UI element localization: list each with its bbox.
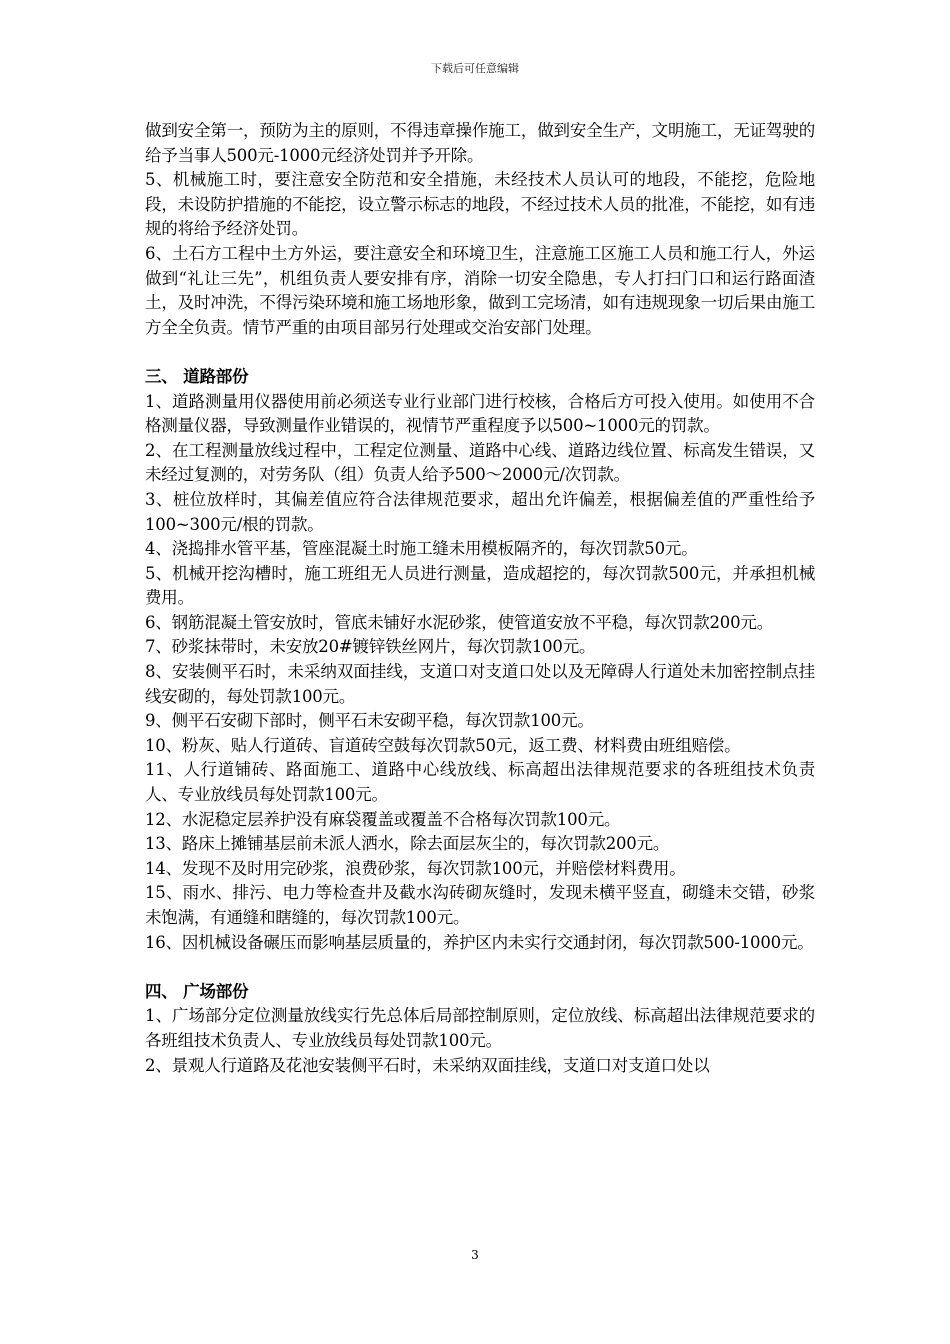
list-item: 2、在工程测量放线过程中，工程定位测量、道路中心线、道路边线位置、标高发生错误，又未经过复测的，对劳务队（组）负责人给予500～2000元/次罚款。 [145, 440, 815, 485]
list-item: 14、发现不及时用完砂浆，浪费砂浆，每次罚款100元，并赔偿材料费用。 [145, 858, 686, 878]
list-item: 15、雨水、排污、电力等检查井及截水沟砖砌灰缝时，发现未横平竖直，砌缝未交错，砂浆未饱满，有通缝和瞎缝的，每次罚款100元。 [145, 883, 815, 927]
list-item: 6、钢筋混凝土管安放时，管底未铺好水泥砂浆，使管道安放不平稳，每次罚款200元。 [145, 612, 773, 632]
list-item: 9、侧平石安砌下部时，侧平石未安砌平稳，每次罚款100元。 [145, 711, 594, 731]
list-item: 3、桩位放样时，其偏差值应符合法律规范要求，超出允许偏差，根据偏差值的严重性给予100~300元/根的罚款。 [145, 489, 815, 534]
list-item: 4、浇捣排水管平基，管座混凝土时施工缝未用模板隔齐的，每次罚款50元。 [145, 539, 698, 559]
paragraph: 6、土石方工程中土方外运，要注意安全和环境卫生，注意施工区施工人员和施工行人，外运做到“礼让三先”，机组负责人要安排有序，消除一切安全隐患，专人打扫门口和运行路面渣土，及时冲洗，不得污染环境和施工场地形象，做到工完场清，如有违规现象一切后果由施工方全全负责。情节严重的由项目部另行处理或交治安部门处理。 [145, 243, 815, 337]
section-heading-plaza: 四、 广场部份 [145, 981, 249, 1001]
list-item: 11、人行道铺砖、路面施工、道路中心线放线、标高超出法律规范要求的各班组技术负责人、专业放线员每处罚款100元。 [145, 760, 815, 805]
list-item: 2、景观人行道路及花池安装侧平石时，未采纳双面挂线，支道口对支道口处以 [145, 1055, 710, 1075]
list-item: 7、砂浆抹带时，未安放20#镀锌铁丝网片，每次罚款100元。 [145, 637, 596, 657]
list-item: 13、路床上摊铺基层前未派人洒水，除去面层灰尘的，每次罚款200元。 [145, 834, 670, 854]
list-item: 1、道路测量用仪器使用前必须送专业行业部门进行校核，合格后方可投入使用。如使用不合格测量仪器，导致测量作业错误的，视情节严重程度予以500~1000元的罚款。 [145, 391, 815, 436]
list-item: 5、机械开挖沟槽时，施工班组无人员进行测量，造成超挖的，每次罚款500元，并承担机械费用。 [145, 563, 815, 608]
blank-line [145, 955, 815, 980]
paragraph: 5、机械施工时，要注意安全防范和安全措施，未经技术人员认可的地段，不能挖，危险地段，未设防护措施的不能挖，设立警示标志的地段，不经过技术人员的批准，不能挖，如有违规的将给予经济处罚。 [145, 170, 815, 239]
list-item: 10、粉灰、贴人行道砖、盲道砖空鼓每次罚款50元，返工费、材料费由班组赔偿。 [145, 735, 741, 755]
list-item: 12、水泥稳定层养护没有麻袋覆盖或覆盖不合格每次罚款100元。 [145, 809, 621, 829]
section-heading-roads: 三、 道路部份 [145, 366, 249, 386]
page-header: 下载后可任意编辑 [431, 62, 519, 75]
list-item: 8、安装侧平石时，未采纳双面挂线，支道口对支道口处以及无障碍人行道处未加密控制点挂线安砌的，每处罚款100元。 [145, 662, 815, 706]
page-number: 3 [471, 1248, 479, 1262]
list-item: 16、因机械设备碾压而影响基层质量的，养护区内未实行交通封闭，每次罚款500-1000元。 [145, 932, 814, 952]
blank-line [145, 340, 815, 365]
document-body [145, 119, 815, 1078]
paragraph: 做到安全第一，预防为主的原则，不得违章操作施工，做到安全生产，文明施工，无证驾驶的给予当事人500元-1000元经济处罚并予开除。 [145, 121, 815, 165]
list-item: 1、广场部分定位测量放线实行先总体后局部控制原则，定位放线、标高超出法律规范要求的各班组技术负责人、专业放线员每处罚款100元。 [145, 1006, 815, 1050]
